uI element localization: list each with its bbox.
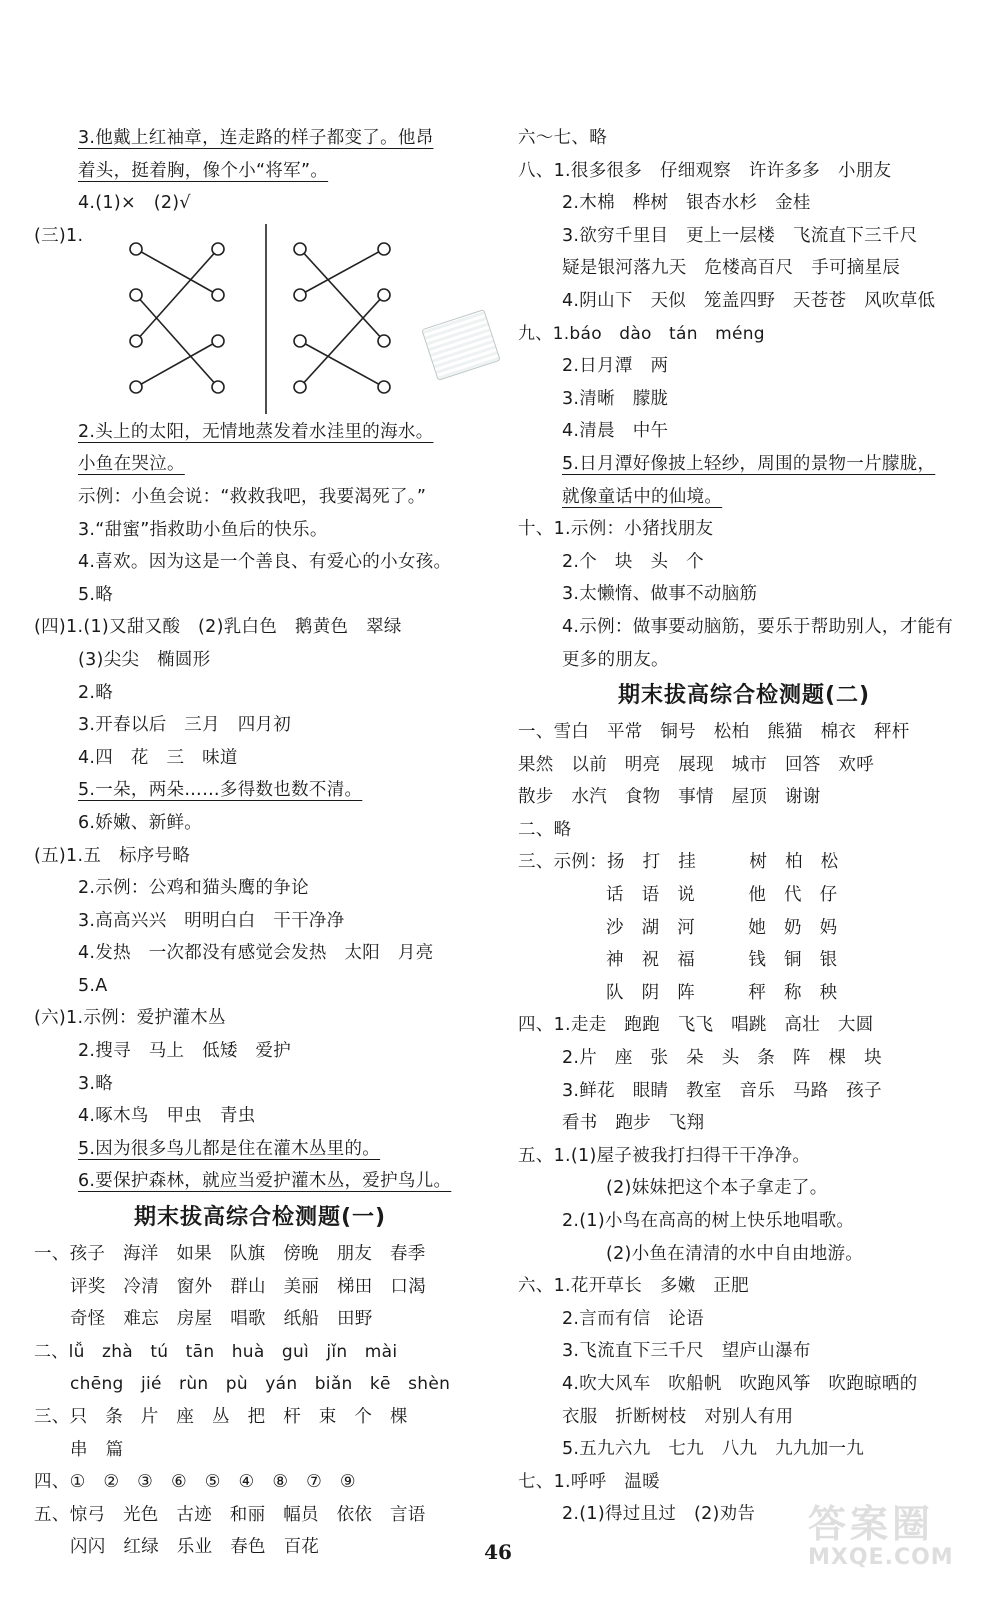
answer-line [518,1075,970,1108]
answer-text: 3.欲穷千里目 更上一层楼 飞流直下三千尺 [562,225,918,246]
answer-line [34,1303,486,1336]
answer-text: 沙 湖 河 她 奶 妈 [606,917,838,938]
answer-line [34,579,486,612]
answer-text: 评奖 冷清 窗外 群山 美丽 梯田 口渴 [70,1276,426,1297]
answer-text: 3.开春以后 三月 四月初 [78,715,292,736]
answer-text: 2.示例：公鸡和猫头鹰的争论 [78,878,309,899]
answer-line [34,937,486,970]
answer-text: 2.搜寻 马上 低矮 爱护 [78,1041,292,1062]
match-line [300,341,384,387]
answer-text: 6.娇嫩、新鲜。 [78,812,203,833]
answer-line [34,187,486,220]
answer-text: 队 阴 阵 秤 称 秧 [606,982,838,1003]
matching-diagram [64,220,484,416]
match-dot [130,289,142,301]
answer-text: (四)1.(1)又甜又酸 (2)乳白色 鹅黄色 翠绿 [34,617,402,638]
answer-text: 五、惊弓 光色 古迹 和丽 幅员 依依 言语 [34,1504,426,1525]
answer-line [518,716,970,749]
answer-line [518,977,970,1010]
answer-line [34,840,486,873]
answer-text: 就像童话中的仙境。 [562,486,723,507]
match-dot [294,381,306,393]
answer-text: 七、1.呼呼 温暖 [518,1471,660,1492]
answer-line [34,1336,486,1369]
answer-text: 3.高高兴兴 明明白白 干干净净 [78,910,345,931]
answer-line [34,905,486,938]
right-column [518,122,970,1531]
answer-text: 串 篇 [70,1439,124,1460]
answer-text: 2.个 块 头 个 [562,551,704,572]
answer-line [34,514,486,547]
answer-text: 6.要保护森林，就应当爱护灌木丛，爱护鸟儿。 [78,1171,452,1192]
answer-text: 六、1.花开草长 多嫩 正肥 [518,1276,749,1297]
answer-text: 5.一朵，两朵……多得数也数不清。 [78,780,363,801]
answer-line [34,1466,486,1499]
answer-text: 看书 跑步 飞翔 [562,1113,705,1134]
answer-text: 神 祝 福 钱 铜 银 [606,950,838,971]
answer-line [34,1499,486,1532]
match-dot [378,335,390,347]
answer-line [518,1205,970,1238]
answer-line [518,1368,970,1401]
answer-text: 二、lǚ zhà tú tān huà guì jǐn mài [34,1341,398,1362]
answer-text: 5.日月潭好像披上轻纱，周围的景物一片朦胧， [562,453,936,474]
answer-line [518,846,970,879]
answer-line [518,122,970,155]
answer-text: 奇怪 难忘 房屋 唱歌 纸船 田野 [70,1309,373,1330]
answer-line [518,546,970,579]
answer-line [518,1172,970,1205]
answer-line [34,677,486,710]
answer-text: 小鱼在哭泣。 [78,454,185,475]
match-dot [378,289,390,301]
answer-line [518,1466,970,1499]
match-dot [294,243,306,255]
answer-text: 一、孩子 海洋 如果 队旗 傍晚 朋友 春季 [34,1244,426,1265]
answer-text: 四、1.走走 跑跑 飞飞 唱跳 高壮 大圆 [518,1015,874,1036]
left-column [34,122,486,1564]
answer-text: (3)尖尖 椭圆形 [78,649,211,670]
watermark-url: MXQE.COM [808,1545,954,1570]
answer-text: 5.五九六九 七九 八九 九九加一九 [562,1439,865,1460]
match-dot [212,335,224,347]
answer-text: (五)1.五 标序号略 [34,845,191,866]
answer-line [518,1140,970,1173]
answer-text: 5.A [78,975,108,996]
answer-line [518,1042,970,1075]
answer-line [518,1270,970,1303]
answer-text: 3.略 [78,1073,114,1094]
answer-line [34,1238,486,1271]
answer-line [518,1335,970,1368]
answer-text: 2.日月潭 两 [562,356,669,377]
match-dot [294,335,306,347]
answer-text: 2.略 [78,682,114,703]
answer-line [34,970,486,1003]
answer-line [34,122,486,155]
match-line [300,295,384,387]
watermark-logo [808,1503,954,1571]
answer-line [518,350,970,383]
answer-text: chēng jié rùn pù yán biǎn kē shèn [70,1374,451,1395]
answer-line [518,749,970,782]
answer-line [34,774,486,807]
answer-text: 2.(1)小鸟在高高的树上快乐地唱歌。 [562,1211,855,1231]
answer-line [518,578,970,611]
answer-text: 4.喜欢。因为这是一个善良、有爱心的小女孩。 [78,552,452,573]
answer-text: 4.啄木鸟 甲虫 青虫 [78,1106,256,1127]
answer-line [34,155,486,188]
answer-text: 3.飞流直下三千尺 望庐山瀑布 [562,1341,811,1362]
answer-line [518,187,970,220]
answer-text: 3.“甜蜜”指救助小鱼后的快乐。 [78,519,328,540]
match-dot [130,381,142,393]
answer-text: 4.四 花 三 味道 [78,747,238,768]
question-label: (三)1. [34,225,84,246]
answer-text: 4.吹大风车 吹船帆 吹跑风筝 吹跑晾晒的 [562,1373,918,1394]
answer-text: 3.鲜花 眼睛 教室 音乐 马路 孩子 [562,1080,882,1101]
matching-question [34,220,486,416]
answer-text: 闪闪 红绿 乐业 春色 百花 [70,1537,320,1558]
answer-text: 五、1.(1)屋子被我打扫得干干净净。 [518,1145,811,1166]
answer-text: 散步 水汽 食物 事情 屋顶 谢谢 [518,787,821,808]
answer-line [518,944,970,977]
answer-line [34,1068,486,1101]
answer-line [34,1133,486,1166]
answer-line [518,1303,970,1336]
match-dot [130,335,142,347]
answer-line [518,1433,970,1466]
answer-text: 2.木棉 桦树 银杏水杉 金桂 [562,193,811,214]
answer-line [34,448,486,481]
answer-text: 4.示例：做事要动脑筋，要乐于帮助别人，才能有 [562,616,954,637]
answer-text: 2.头上的太阳，无情地蒸发着水洼里的海水。 [78,421,434,442]
answer-text: 示例：小鱼会说：“救救我吧，我要渴死了。” [78,486,427,507]
answer-text: 八、1.很多很多 仔细观察 许许多多 小朋友 [518,160,892,181]
answer-text: 三、示例：扬 打 挂 树 柏 松 [518,852,839,873]
answer-text: (2)小鱼在清清的水中自由地游。 [606,1243,864,1264]
answer-line [34,1100,486,1133]
answer-text: 衣服 折断树枝 对别人有用 [562,1406,794,1427]
match-dot [212,243,224,255]
answer-text: 十、1.示例：小猪找朋友 [518,519,714,540]
match-dot [212,381,224,393]
match-line [300,249,384,295]
answer-line [518,318,970,351]
section-heading [34,1198,486,1238]
answer-text: 4.阴山下 天似 笼盖四野 天苍苍 风吹草低 [562,290,936,311]
answer-text: 4.清晨 中午 [562,421,669,442]
page-number: 46 [484,1540,512,1564]
match-line [136,249,218,341]
answer-text: 4.(1)× (2)√ [78,193,191,214]
answer-line [518,1238,970,1271]
answer-line [518,781,970,814]
answer-line [518,912,970,945]
answer-line [518,415,970,448]
answer-text: (2)妹妹把这个本子拿走了。 [606,1178,828,1199]
answer-text: 2.(1)得过且过 (2)劝告 [562,1504,756,1525]
answer-text: 果然 以前 明亮 展现 城市 回答 欢呼 [518,754,874,775]
answer-line [34,611,486,644]
answer-text: 2.言而有信 论语 [562,1308,704,1329]
match-line [300,249,384,341]
match-line [136,341,218,387]
match-dot [294,289,306,301]
answer-text: 更多的朋友。 [562,649,669,670]
answer-text: 一、雪白 平常 铜号 松柏 熊猫 棉衣 秤杆 [518,722,910,743]
answer-text: 期末拔高综合检测题(一) [133,1205,387,1231]
answer-text: 5.略 [78,584,114,605]
match-line [136,295,218,387]
answer-line [34,872,486,905]
answer-line [34,1368,486,1401]
answer-line [34,546,486,579]
answer-text: 3.他戴上红袖章，连走路的样子都变了。他昂 [78,128,434,148]
answer-text: 期末拔高综合检测题(二) [617,683,871,709]
answer-line [34,1035,486,1068]
answer-text: 四、① ② ③ ⑥ ⑤ ④ ⑧ ⑦ ⑨ [34,1472,356,1493]
answer-text: 疑是银河落九天 危楼高百尺 手可摘星辰 [562,258,901,279]
answer-text: 着头，挺着胸，像个小“将军”。 [78,160,329,181]
section-heading [518,676,970,716]
answer-text: 话 语 说 他 代 仔 [606,885,838,906]
answer-line [518,1107,970,1140]
match-dot [378,243,390,255]
answer-text: 六～七、略 [518,128,607,148]
answer-line [518,220,970,253]
answer-text: 4.发热 一次都没有感觉会发热 太阳 月亮 [78,943,434,964]
answer-line [518,879,970,912]
answer-line [518,611,970,644]
answer-line [34,481,486,514]
answer-line [518,155,970,188]
answer-line [34,742,486,775]
answer-line [518,814,970,847]
answer-line [34,807,486,840]
answer-text: 九、1.báo dào tán méng [518,323,765,344]
answer-line [518,513,970,546]
answer-line [518,1401,970,1434]
match-dot [378,381,390,393]
answer-text: 二、略 [518,819,572,840]
answer-line [518,252,970,285]
match-dot [130,243,142,255]
answer-text: 3.清晰 朦胧 [562,388,669,409]
match-line [136,249,218,295]
answer-text: 5.因为很多鸟儿都是住在灌木丛里的。 [78,1138,381,1159]
answer-line [34,1434,486,1467]
answer-line [34,1165,486,1198]
answer-text: 三、只 条 片 座 丛 把 杆 束 个 棵 [34,1407,408,1427]
answer-line [34,644,486,677]
watermark-text: 答案圈 [808,1502,935,1546]
answer-line [518,383,970,416]
answer-line [34,1271,486,1304]
match-dot [212,289,224,301]
answer-text: (六)1.示例：爱护灌木丛 [34,1008,226,1029]
answer-line [518,644,970,677]
answer-line [518,481,970,514]
answer-line [34,1401,486,1434]
answer-line [518,448,970,481]
answer-line [518,285,970,318]
answer-line [518,1009,970,1042]
answer-text: 2.片 座 张 朵 头 条 阵 棵 块 [562,1048,882,1069]
answer-line [34,416,486,449]
answer-text: 3.太懒惰、做事不动脑筋 [562,584,758,605]
answer-line [34,1002,486,1035]
answer-line [34,709,486,742]
